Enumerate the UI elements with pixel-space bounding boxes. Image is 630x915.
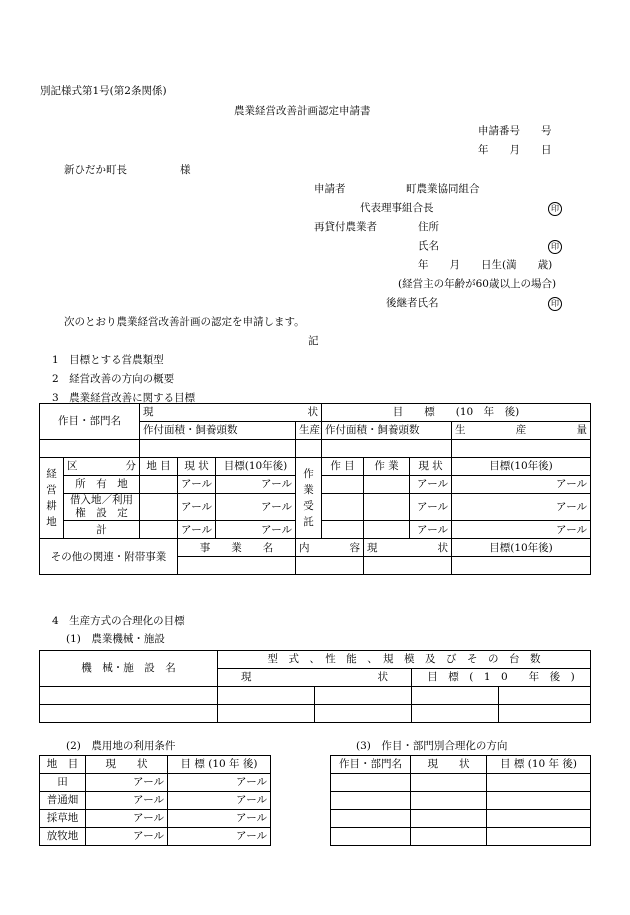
crop-header: 作目・部門名 <box>331 756 411 774</box>
business-name-header: 事 業 名 <box>178 539 296 557</box>
form-number: 別記様式第1号(第2条関係) <box>40 85 167 97</box>
form-title: 農業経営改善計画認定申請書 <box>234 105 371 117</box>
current-header: 現 状 <box>86 756 168 774</box>
area-count-header: 作付面積・飼養頭数 <box>322 422 452 440</box>
unit: アール <box>168 774 271 792</box>
sagyo-header: 作 業 <box>364 458 410 476</box>
section-4-1: (1) 農業機械・施設 <box>66 633 165 645</box>
application-number: 申請番号 号 <box>478 125 552 137</box>
land-type-upland: 普通畑 <box>40 792 86 810</box>
land-type-paddy: 田 <box>40 774 86 792</box>
current-header: 現 状 <box>218 669 412 687</box>
section-3: 3 農業経営改善に関する目標 <box>52 392 196 404</box>
target10-header: 目標(10年後) <box>216 458 296 476</box>
target-header: 目 標 (10 年 後) <box>487 756 591 774</box>
land-use-table <box>39 755 271 846</box>
unit: アール <box>86 810 168 828</box>
content-header: 内 容 <box>296 539 364 557</box>
target10-header: 目標(10年後) <box>452 458 591 476</box>
unit: アール <box>86 828 168 846</box>
unit: アール <box>216 521 296 539</box>
crop-header: 作目・部門名 <box>40 404 140 440</box>
unit: アール <box>410 521 452 539</box>
management-target-table <box>39 403 591 575</box>
seal-mark: 印 <box>548 240 562 254</box>
birth-date: 年 月 日生(満 歳) <box>418 259 553 271</box>
crop-rationalization-table <box>330 755 591 846</box>
spec-header: 型 式 、 性 能 、 規 模 及 び そ の 台 数 <box>218 651 591 669</box>
row-total: 計 <box>64 521 140 539</box>
section-1: 1 目標とする営農類型 <box>52 354 164 366</box>
applicant-label: 申請者 <box>314 183 346 195</box>
seal-mark: 印 <box>548 297 562 311</box>
current-header: 現 状 <box>140 404 322 422</box>
seal-mark: 印 <box>548 202 562 216</box>
unit: アール <box>178 476 216 494</box>
unit: アール <box>168 792 271 810</box>
unit: アール <box>410 476 452 494</box>
ki-mark: 記 <box>308 335 319 347</box>
intro-text: 次のとおり農業経営改善計画の認定を申請します。 <box>64 316 305 328</box>
section-4-3: (3) 作目・部門別合理化の方向 <box>356 740 508 752</box>
unit: アール <box>452 521 591 539</box>
current-header: 現 状 <box>364 539 452 557</box>
unit: アール <box>86 792 168 810</box>
chimoku-header: 地 目 <box>40 756 86 774</box>
land-type-meadow: 採草地 <box>40 810 86 828</box>
target-header: 目 標 (10 年 後) <box>168 756 271 774</box>
unit: アール <box>178 494 216 521</box>
unit: アール <box>216 476 296 494</box>
unit: アール <box>452 476 591 494</box>
relender-label: 再貸付農業者 <box>314 221 377 233</box>
section-4: 4 生産方式の合理化の目標 <box>52 615 185 627</box>
chimoku-header: 地 目 <box>140 458 178 476</box>
target10-header: 目標(10年後) <box>452 539 591 557</box>
row-leased-land: 借入地／利用 権 設 定 <box>64 494 140 521</box>
unit: アール <box>86 774 168 792</box>
farm-land-label: 経 営 耕 地 <box>40 458 64 539</box>
target-header: 目 標 (10 年 後) <box>322 404 591 422</box>
unit: アール <box>410 494 452 521</box>
application-date: 年 月 日 <box>478 144 552 156</box>
genjo-header: 現 状 <box>410 458 452 476</box>
unit: アール <box>216 494 296 521</box>
sakumoku-header: 作 目 <box>322 458 364 476</box>
genjo-header: 現 状 <box>178 458 216 476</box>
other-business-label: その他の関連・附帯事業 <box>40 539 178 575</box>
unit: アール <box>168 810 271 828</box>
age-note: (経営主の年齢が60歳以上の場合) <box>398 278 557 290</box>
kubun-header: 区 分 <box>64 458 140 476</box>
production-header: 生 産 量 <box>452 422 591 440</box>
unit: アール <box>452 494 591 521</box>
honorific: 様 <box>180 164 191 176</box>
land-type-pasture: 放牧地 <box>40 828 86 846</box>
unit: アール <box>168 828 271 846</box>
successor-label: 後継者氏名 <box>386 297 439 309</box>
address-label: 住所 <box>418 221 439 233</box>
machinery-table <box>39 650 591 723</box>
section-2: 2 経営改善の方向の概要 <box>52 373 175 385</box>
current-header: 現 状 <box>411 756 487 774</box>
target-header: 目 標 ( 1 0 年 後 ) <box>412 669 591 687</box>
machinery-name-header: 機 械・施 設 名 <box>40 651 218 687</box>
representative-title: 代表理事組合長 <box>360 202 434 214</box>
consignment-label: 作 業 受 託 <box>296 458 322 539</box>
section-4-2: (2) 農用地の利用条件 <box>66 740 176 752</box>
addressee: 新ひだか町長 <box>64 164 127 176</box>
unit: アール <box>178 521 216 539</box>
row-owned-land: 所 有 地 <box>64 476 140 494</box>
area-count-header: 作付面積・飼養頭数 <box>140 422 296 440</box>
production-header: 生 産 <box>296 422 322 440</box>
name-label: 氏名 <box>418 240 439 252</box>
applicant-org: 町農業協同組合 <box>406 183 480 195</box>
